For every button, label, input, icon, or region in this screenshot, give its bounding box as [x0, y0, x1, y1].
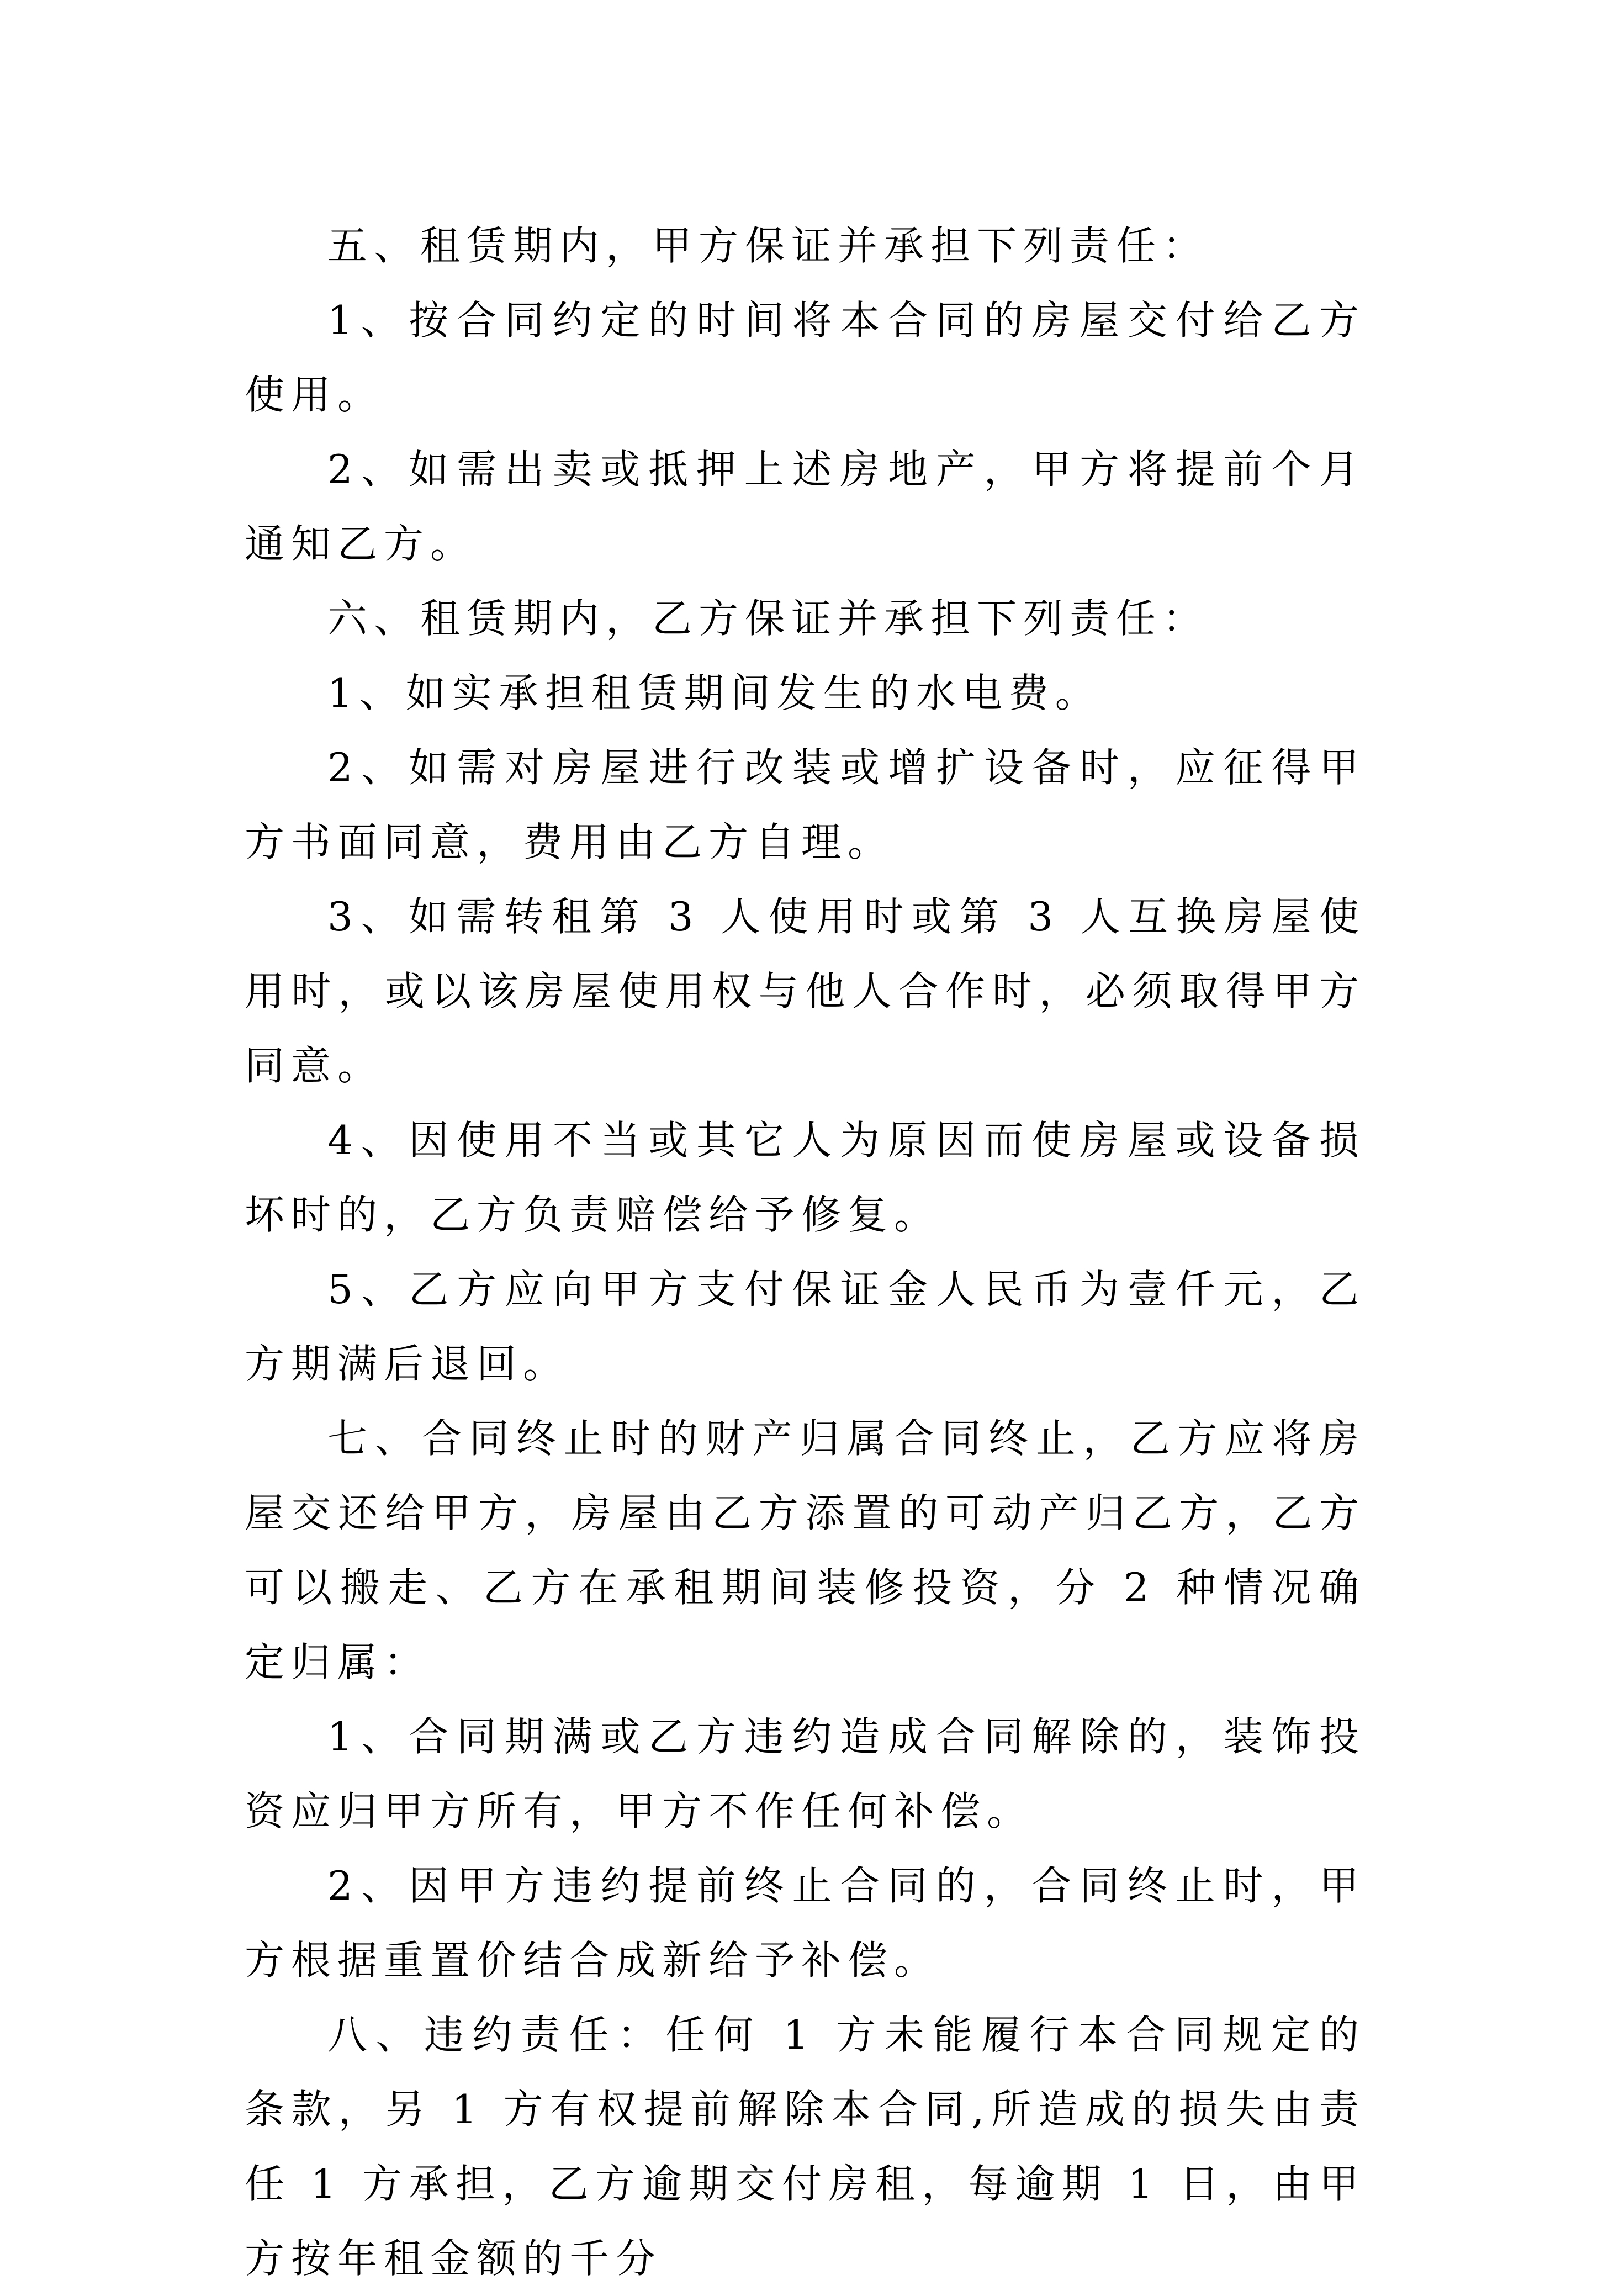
paragraph-section-6-item-5: 5、乙方应向甲方支付保证金人民币为壹仟元，乙方期满后退回。: [245, 1266, 1366, 1387]
paragraph-section-8-heading: 八、违约责任：任何 1 方未能履行本合同规定的条款，另 1 方有权提前解除本合同,所造成的损失由责任 1 方承担，乙方逾期交付房租，每逾期 1 日，由甲方按年租金额的千分: [245, 2012, 1366, 2282]
paragraph-section-6-heading: 六、租赁期内，乙方保证并承担下列责任：: [327, 595, 1209, 642]
paragraph-section-7-item-1: 1、合同期满或乙方违约造成合同解除的，装饰投资应归甲方所有，甲方不作任何补偿。: [245, 1713, 1366, 1834]
paragraph-section-6-item-1: 1、如实承担租赁期间发生的水电费。: [327, 670, 1102, 716]
paragraph-section-7-item-2: 2、因甲方违约提前终止合同的，合同终止时，甲方根据重置价结合成新给予补偿。: [245, 1863, 1366, 1983]
paragraph-section-5-item-2: 2、如需出卖或抵押上述房地产，甲方将提前个月通知乙方。: [245, 446, 1366, 567]
paragraph-section-6-item-3: 3、如需转租第 3 人使用时或第 3 人互换房屋使用时，或以该房屋使用权与他人合作时，必须取得甲方同意。: [245, 893, 1366, 1089]
paragraph-section-5-item-1: 1、按合同约定的时间将本合同的房屋交付给乙方使用。: [245, 297, 1366, 418]
contract-body: [245, 209, 1366, 2296]
paragraph-section-6-item-4: 4、因使用不当或其它人为原因而使房屋或设备损坏时的，乙方负责赔偿给予修复。: [245, 1117, 1366, 1238]
paragraph-section-6-item-2: 2、如需对房屋进行改装或增扩设备时，应征得甲方书面同意，费用由乙方自理。: [245, 744, 1366, 865]
paragraph-section-7-heading: 七、合同终止时的财产归属合同终止，乙方应将房屋交还给甲方，房屋由乙方添置的可动产归乙方，乙方可以搬走、乙方在承租期间装修投资，分 2 种情况确定归属：: [245, 1415, 1366, 1685]
paragraph-section-5-heading: 五、租赁期内，甲方保证并承担下列责任：: [327, 223, 1209, 269]
